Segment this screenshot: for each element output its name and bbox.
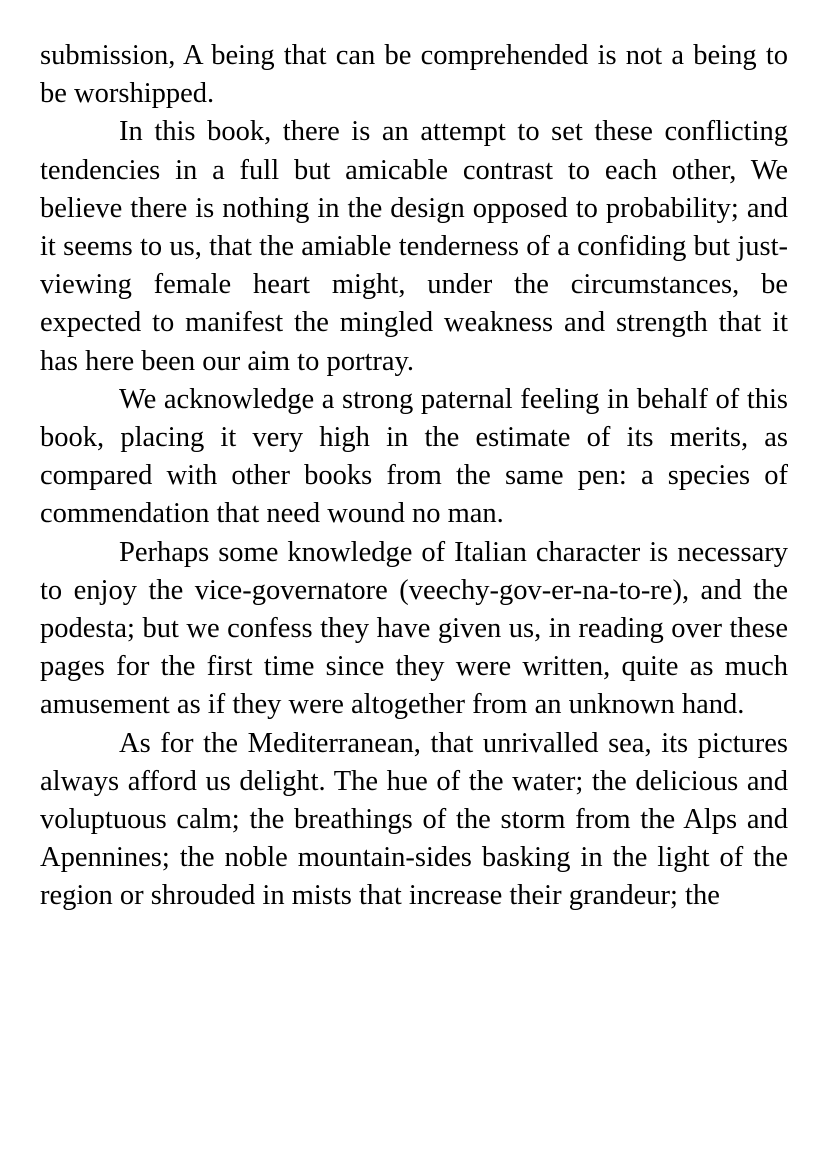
- paragraph-4: Perhaps some knowledge of Italian character is necessary to enjoy the vice-governatore (veechy-gov-er-na-to-re), and the podesta; but we confess they have given us, in reading over these pages for the first time since they were written, quite as much amusement as if they were altogether from an unknown hand.: [40, 536, 788, 721]
- paragraph-1: submission, A being that can be comprehended is not a being to be worshipped.: [40, 40, 788, 110]
- paragraph-2: In this book, there is an attempt to set these conflicting tendencies in a full but amicable contrast to each other, We believe there is nothing in the design opposed to probability; and it seems to us, that the amiable tenderness of a confiding but just-viewing female heart might, under the circumstances, be expected to manifest the mingled weakness and strength that it has here been our aim to portray.: [40, 116, 788, 377]
- paragraph-3: We acknowledge a strong paternal feeling in behalf of this book, placing it very high in the estimate of its merits, as compared with other books from the same pen: a species of commendation that need wound no man.: [40, 383, 788, 530]
- document-page: [40, 37, 788, 916]
- paragraph-5: As for the Mediterranean, that unrivalled sea, its pictures always afford us delight. The hue of the water; the delicious and voluptuous calm; the breathings of the storm from the Alps and Apennines; the noble mountain-sides basking in the light of the region or shrouded in mists that increase their grandeur; the: [40, 727, 788, 912]
